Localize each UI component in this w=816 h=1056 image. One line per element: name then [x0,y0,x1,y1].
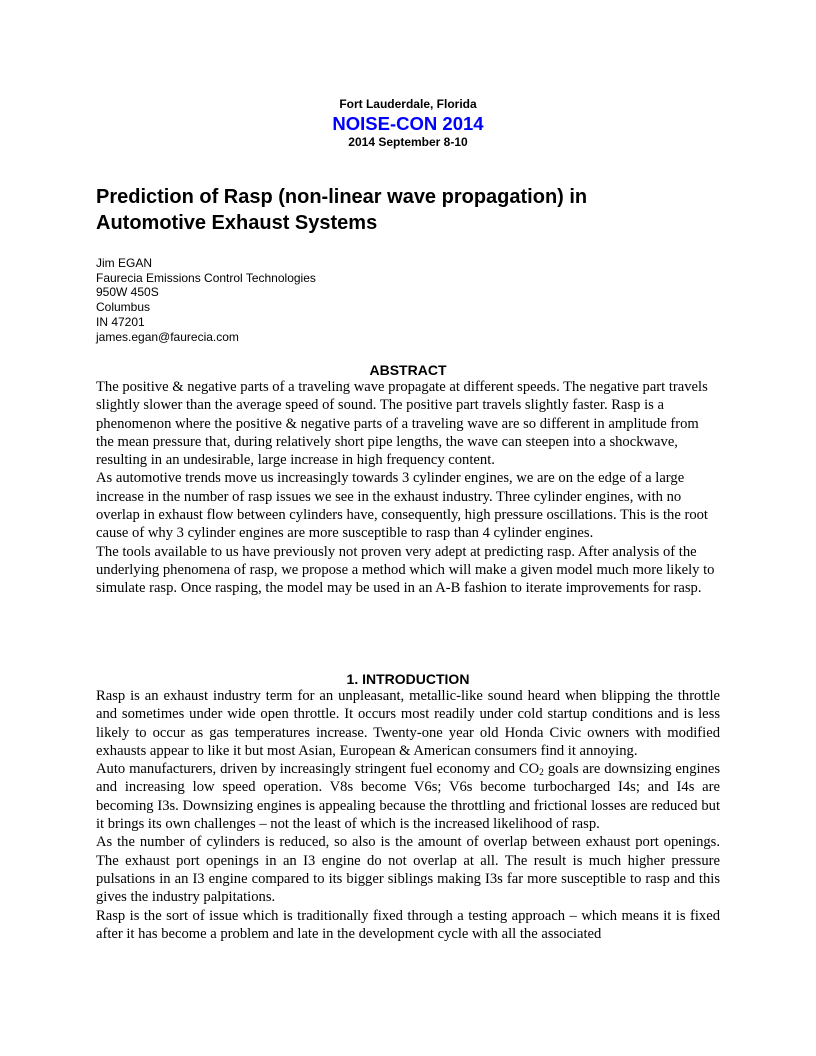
author-affiliation: Faurecia Emissions Control Technologies [96,270,316,285]
intro-paragraph: As the number of cylinders is reduced, so also is the amount of overlap between exhaust port openings. The exhaust port openings in an I3 engine do not overlap at all. The result is much higher pressure pulsations in an I3 engine compared to its bigger siblings making I3s far more susceptible to rasp and this gives the industry palpitations. [96,834,720,906]
author-email: james.egan@faurecia.com [96,329,239,344]
co2-subscript: 2 [539,768,544,779]
intro-paragraph: Rasp is the sort of issue which is traditionally fixed through a testing approach – which means it is fixed after it has become a problem and late in the development cycle with all the associated [96,907,720,942]
introduction-heading: 1. INTRODUCTION [346,671,470,687]
intro-paragraph-co2 [96,760,720,833]
introduction-body [96,687,720,943]
paper-title [96,184,716,236]
abstract-paragraph: As automotive trends move us increasingly towards 3 cylinder engines, we are on the edge of a large increase in the number of rasp issues we see in the exhaust industry. Three cylinder engines, with no overlap in exhaust flow between cylinders have, consequently, high pressure oscillations. This is the root cause of why 3 cylinder engines are more susceptible to rasp than 4 cylinder engines. [96,470,708,542]
co2-text-after: goals are downsizing engines and increasing low speed operation. V8s become V6s; V6s become turbocharged I4s; and I4s are becoming I3s. Downsizing engines is appealing because the throttling and frictional losses are reduced but it brings its own challenges – not the least of which is the increased likelihood of rasp. [96,761,720,833]
title-line-2: Automotive Exhaust Systems [96,212,378,234]
abstract-paragraph: The positive & negative parts of a traveling wave propagate at different speeds. The negative part travels slightly slower than the average speed of sound. The positive part travels slightly faster. Rasp is a phenomenon where the positive & negative parts of a traveling wave are so different in amplitude from the mean pressure that, during relatively short pipe lengths, the wave can steepen into a shockwave, resulting in an undesirable, large increase in high frequency content. [96,379,708,469]
abstract-body [96,378,720,598]
title-line-1: Prediction of Rasp (non-linear wave propagation) in [96,186,588,208]
author-block [96,256,316,344]
conference-name: NOISE-CON 2014 [332,113,484,134]
intro-paragraph: Rasp is an exhaust industry term for an unpleasant, metallic-like sound heard when blipping the throttle and sometimes under wide open throttle. It occurs most readily under cold startup conditions and is less likely to occur as gas temperatures increase. Twenty-one year old Honda Civic owners with modified exhausts appear to like it but most Asian, European & American consumers find it annoying. [96,688,720,759]
author-city: Columbus [96,300,151,315]
author-state-zip: IN 47201 [96,314,145,329]
conference-header [0,96,816,150]
author-name: Jim EGAN [96,256,153,270]
conference-dates: 2014 September 8-10 [348,135,468,149]
co2-text-before: Auto manufacturers, driven by increasingly stringent fuel economy and CO [96,761,540,778]
author-address-line: 950W 450S [96,285,159,300]
abstract-paragraph: The tools available to us have previously not proven very adept at predicting rasp. After analysis of the underlying phenomena of rasp, we propose a method which will make a given model much more likely to simulate rasp. Once rasping, the model may be used in an A-B fashion to iterate improvements for rasp. [96,543,715,597]
abstract-heading: ABSTRACT [369,362,447,378]
conference-location: Fort Lauderdale, Florida [339,97,477,111]
